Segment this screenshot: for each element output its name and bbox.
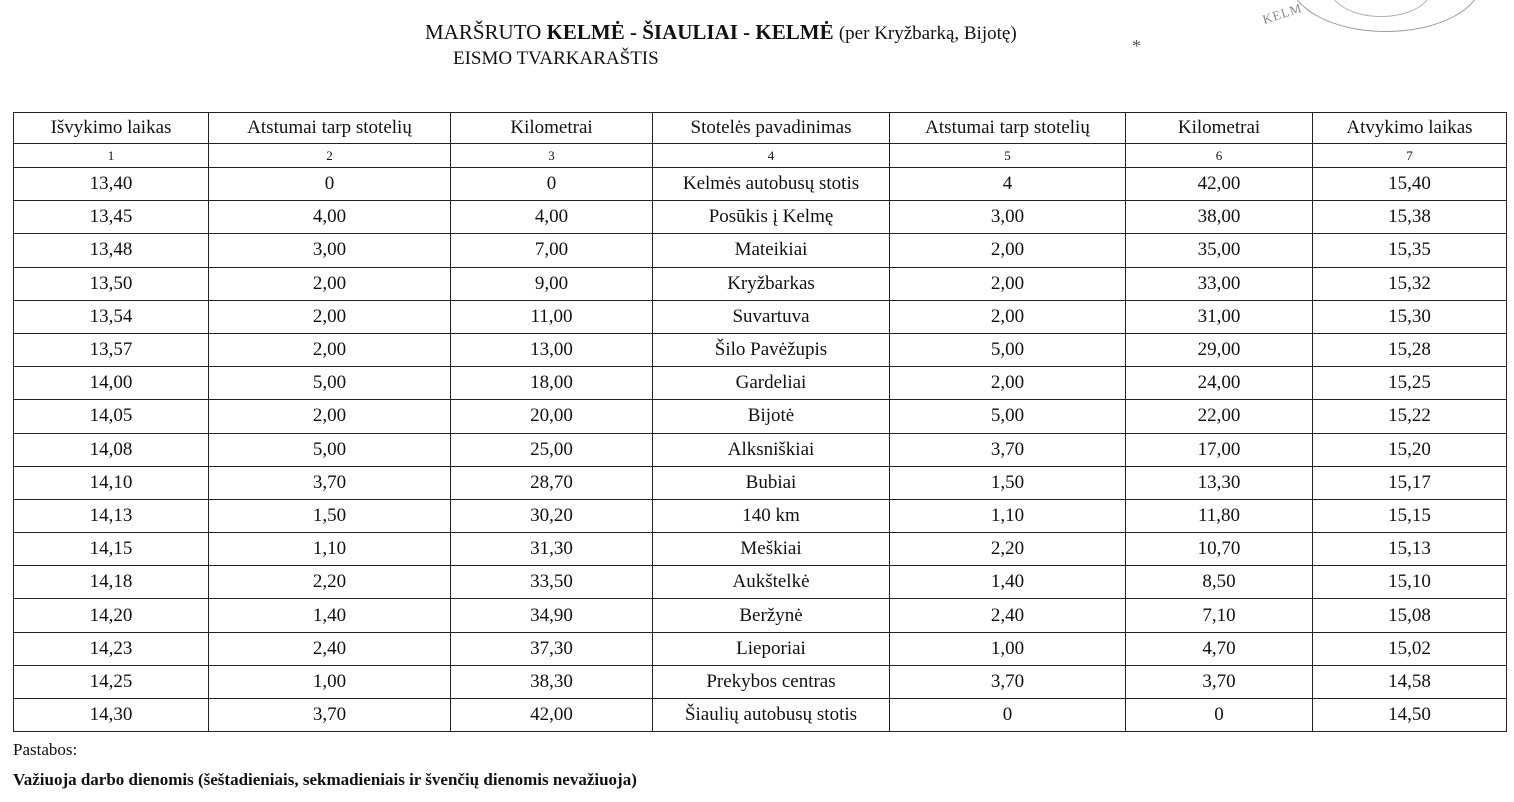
return-kilometers-cell: 33,00 bbox=[1126, 267, 1313, 300]
table-row bbox=[14, 433, 1507, 466]
distance-between-stops-cell: 2,00 bbox=[209, 400, 451, 433]
arrival-time-cell: 15,25 bbox=[1313, 367, 1507, 400]
return-kilometers-cell: 24,00 bbox=[1126, 367, 1313, 400]
return-kilometers-cell: 38,00 bbox=[1126, 201, 1313, 234]
departure-time-cell: 14,25 bbox=[14, 665, 209, 698]
return-kilometers-cell: 8,50 bbox=[1126, 566, 1313, 599]
table-row bbox=[14, 300, 1507, 333]
kilometers-cell: 38,30 bbox=[451, 665, 653, 698]
distance-between-stops-cell: 2,00 bbox=[209, 267, 451, 300]
distance-between-stops-cell: 1,40 bbox=[209, 599, 451, 632]
stop-name-cell: Šilo Pavėžupis bbox=[653, 333, 890, 366]
distance-between-stops-cell: 5,00 bbox=[209, 433, 451, 466]
table-row bbox=[14, 699, 1507, 732]
return-kilometers-cell: 10,70 bbox=[1126, 533, 1313, 566]
column-header: Atvykimo laikas bbox=[1313, 113, 1507, 144]
distance-between-stops-cell: 3,00 bbox=[209, 234, 451, 267]
stop-name-cell: Beržynė bbox=[653, 599, 890, 632]
return-distance-between-stops-cell: 5,00 bbox=[890, 333, 1126, 366]
stop-name-cell: Bubiai bbox=[653, 466, 890, 499]
departure-time-cell: 13,40 bbox=[14, 168, 209, 201]
arrival-time-cell: 15,40 bbox=[1313, 168, 1507, 201]
kilometers-cell: 42,00 bbox=[451, 699, 653, 732]
table-row bbox=[14, 466, 1507, 499]
distance-between-stops-cell: 2,00 bbox=[209, 333, 451, 366]
stop-name-cell: Kelmės autobusų stotis bbox=[653, 168, 890, 201]
kilometers-cell: 28,70 bbox=[451, 466, 653, 499]
return-kilometers-cell: 3,70 bbox=[1126, 665, 1313, 698]
kilometers-cell: 13,00 bbox=[451, 333, 653, 366]
distance-between-stops-cell: 2,20 bbox=[209, 566, 451, 599]
return-distance-between-stops-cell: 2,00 bbox=[890, 300, 1126, 333]
departure-time-cell: 14,15 bbox=[14, 533, 209, 566]
arrival-time-cell: 15,02 bbox=[1313, 632, 1507, 665]
table-row bbox=[14, 168, 1507, 201]
departure-time-cell: 14,20 bbox=[14, 599, 209, 632]
table-row bbox=[14, 267, 1507, 300]
stop-name-cell: 140 km bbox=[653, 499, 890, 532]
stop-name-cell: Lieporiai bbox=[653, 632, 890, 665]
return-kilometers-cell: 22,00 bbox=[1126, 400, 1313, 433]
stop-name-cell: Prekybos centras bbox=[653, 665, 890, 698]
notes-text: Važiuoja darbo dienomis (šeštadieniais, sekmadieniais ir švenčių dienomis nevažiuoja) bbox=[13, 770, 637, 789]
return-distance-between-stops-cell: 3,70 bbox=[890, 665, 1126, 698]
column-header: Stotelės pavadinimas bbox=[653, 113, 890, 144]
table-row bbox=[14, 533, 1507, 566]
return-distance-between-stops-cell: 1,00 bbox=[890, 632, 1126, 665]
arrival-time-cell: 15,30 bbox=[1313, 300, 1507, 333]
return-distance-between-stops-cell: 2,00 bbox=[890, 367, 1126, 400]
column-header: Atstumai tarp stotelių bbox=[209, 113, 451, 144]
departure-time-cell: 13,48 bbox=[14, 234, 209, 267]
table-row bbox=[14, 599, 1507, 632]
stop-name-cell: Šiaulių autobusų stotis bbox=[653, 699, 890, 732]
column-number: 2 bbox=[209, 144, 451, 168]
distance-between-stops-cell: 4,00 bbox=[209, 201, 451, 234]
return-distance-between-stops-cell: 1,40 bbox=[890, 566, 1126, 599]
title-via: (per Kryžbarką, Bijotę) bbox=[838, 23, 1017, 44]
distance-between-stops-cell: 3,70 bbox=[209, 466, 451, 499]
table-body bbox=[14, 168, 1507, 732]
distance-between-stops-cell: 1,10 bbox=[209, 533, 451, 566]
table-row bbox=[14, 400, 1507, 433]
title-route: KELMĖ - ŠIAULIAI - KELMĖ bbox=[546, 20, 834, 44]
document-title bbox=[425, 20, 1017, 45]
column-number: 6 bbox=[1126, 144, 1313, 168]
kilometers-cell: 33,50 bbox=[451, 566, 653, 599]
return-distance-between-stops-cell: 2,00 bbox=[890, 234, 1126, 267]
kilometers-cell: 9,00 bbox=[451, 267, 653, 300]
stop-name-cell: Mateikiai bbox=[653, 234, 890, 267]
stop-name-cell: Gardeliai bbox=[653, 367, 890, 400]
return-distance-between-stops-cell: 0 bbox=[890, 699, 1126, 732]
arrival-time-cell: 15,32 bbox=[1313, 267, 1507, 300]
distance-between-stops-cell: 2,40 bbox=[209, 632, 451, 665]
table-row bbox=[14, 201, 1507, 234]
arrival-time-cell: 15,08 bbox=[1313, 599, 1507, 632]
stop-name-cell: Alksniškiai bbox=[653, 433, 890, 466]
distance-between-stops-cell: 5,00 bbox=[209, 367, 451, 400]
departure-time-cell: 13,50 bbox=[14, 267, 209, 300]
stop-name-cell: Aukštelkė bbox=[653, 566, 890, 599]
return-kilometers-cell: 17,00 bbox=[1126, 433, 1313, 466]
kilometers-cell: 37,30 bbox=[451, 632, 653, 665]
stop-name-cell: Bijotė bbox=[653, 400, 890, 433]
return-distance-between-stops-cell: 2,40 bbox=[890, 599, 1126, 632]
arrival-time-cell: 15,17 bbox=[1313, 466, 1507, 499]
distance-between-stops-cell: 3,70 bbox=[209, 699, 451, 732]
return-distance-between-stops-cell: 4 bbox=[890, 168, 1126, 201]
table-header-row bbox=[14, 113, 1507, 144]
stop-name-cell: Meškiai bbox=[653, 533, 890, 566]
column-header: Kilometrai bbox=[451, 113, 653, 144]
timetable bbox=[13, 112, 1507, 732]
column-header: Atstumai tarp stotelių bbox=[890, 113, 1126, 144]
return-kilometers-cell: 11,80 bbox=[1126, 499, 1313, 532]
return-kilometers-cell: 0 bbox=[1126, 699, 1313, 732]
departure-time-cell: 14,10 bbox=[14, 466, 209, 499]
return-distance-between-stops-cell: 3,70 bbox=[890, 433, 1126, 466]
kilometers-cell: 0 bbox=[451, 168, 653, 201]
return-distance-between-stops-cell: 5,00 bbox=[890, 400, 1126, 433]
distance-between-stops-cell: 2,00 bbox=[209, 300, 451, 333]
column-number: 3 bbox=[451, 144, 653, 168]
kilometers-cell: 25,00 bbox=[451, 433, 653, 466]
departure-time-cell: 13,54 bbox=[14, 300, 209, 333]
arrival-time-cell: 15,28 bbox=[1313, 333, 1507, 366]
title-prefix: MARŠRUTO bbox=[425, 20, 542, 44]
return-kilometers-cell: 35,00 bbox=[1126, 234, 1313, 267]
departure-time-cell: 14,18 bbox=[14, 566, 209, 599]
stop-name-cell: Posūkis į Kelmę bbox=[653, 201, 890, 234]
return-distance-between-stops-cell: 1,50 bbox=[890, 466, 1126, 499]
departure-time-cell: 14,30 bbox=[14, 699, 209, 732]
kilometers-cell: 31,30 bbox=[451, 533, 653, 566]
kilometers-cell: 11,00 bbox=[451, 300, 653, 333]
kilometers-cell: 7,00 bbox=[451, 234, 653, 267]
distance-between-stops-cell: 1,50 bbox=[209, 499, 451, 532]
arrival-time-cell: 15,38 bbox=[1313, 201, 1507, 234]
table-row bbox=[14, 234, 1507, 267]
distance-between-stops-cell: 0 bbox=[209, 168, 451, 201]
column-number: 7 bbox=[1313, 144, 1507, 168]
column-header: Išvykimo laikas bbox=[14, 113, 209, 144]
column-number: 1 bbox=[14, 144, 209, 168]
table-row bbox=[14, 566, 1507, 599]
arrival-time-cell: 15,15 bbox=[1313, 499, 1507, 532]
departure-time-cell: 14,05 bbox=[14, 400, 209, 433]
departure-time-cell: 14,00 bbox=[14, 367, 209, 400]
kilometers-cell: 34,90 bbox=[451, 599, 653, 632]
document-subtitle: EISMO TVARKARAŠTIS bbox=[453, 48, 659, 69]
arrival-time-cell: 15,10 bbox=[1313, 566, 1507, 599]
notes-label: Pastabos: bbox=[13, 740, 78, 759]
arrival-time-cell: 14,58 bbox=[1313, 665, 1507, 698]
arrival-time-cell: 14,50 bbox=[1313, 699, 1507, 732]
return-kilometers-cell: 4,70 bbox=[1126, 632, 1313, 665]
return-distance-between-stops-cell: 2,00 bbox=[890, 267, 1126, 300]
stop-name-cell: Kryžbarkas bbox=[653, 267, 890, 300]
table-row bbox=[14, 367, 1507, 400]
return-kilometers-cell: 29,00 bbox=[1126, 333, 1313, 366]
kilometers-cell: 30,20 bbox=[451, 499, 653, 532]
kilometers-cell: 20,00 bbox=[451, 400, 653, 433]
arrival-time-cell: 15,20 bbox=[1313, 433, 1507, 466]
return-distance-between-stops-cell: 1,10 bbox=[890, 499, 1126, 532]
return-kilometers-cell: 31,00 bbox=[1126, 300, 1313, 333]
kilometers-cell: 18,00 bbox=[451, 367, 653, 400]
table-row bbox=[14, 665, 1507, 698]
table-row bbox=[14, 499, 1507, 532]
column-header: Kilometrai bbox=[1126, 113, 1313, 144]
arrival-time-cell: 15,22 bbox=[1313, 400, 1507, 433]
departure-time-cell: 14,23 bbox=[14, 632, 209, 665]
departure-time-cell: 14,13 bbox=[14, 499, 209, 532]
kilometers-cell: 4,00 bbox=[451, 201, 653, 234]
table-row bbox=[14, 632, 1507, 665]
return-distance-between-stops-cell: 2,20 bbox=[890, 533, 1126, 566]
return-distance-between-stops-cell: 3,00 bbox=[890, 201, 1126, 234]
stamp-seal-text: KELM bbox=[1260, 0, 1305, 27]
departure-time-cell: 14,08 bbox=[14, 433, 209, 466]
departure-time-cell: 13,57 bbox=[14, 333, 209, 366]
arrival-time-cell: 15,35 bbox=[1313, 234, 1507, 267]
table-column-number-row bbox=[14, 144, 1507, 168]
column-number: 5 bbox=[890, 144, 1126, 168]
title-asterisk: * bbox=[1132, 36, 1141, 56]
stop-name-cell: Suvartuva bbox=[653, 300, 890, 333]
return-kilometers-cell: 7,10 bbox=[1126, 599, 1313, 632]
column-number: 4 bbox=[653, 144, 890, 168]
distance-between-stops-cell: 1,00 bbox=[209, 665, 451, 698]
departure-time-cell: 13,45 bbox=[14, 201, 209, 234]
arrival-time-cell: 15,13 bbox=[1313, 533, 1507, 566]
return-kilometers-cell: 42,00 bbox=[1126, 168, 1313, 201]
table-row bbox=[14, 333, 1507, 366]
return-kilometers-cell: 13,30 bbox=[1126, 466, 1313, 499]
